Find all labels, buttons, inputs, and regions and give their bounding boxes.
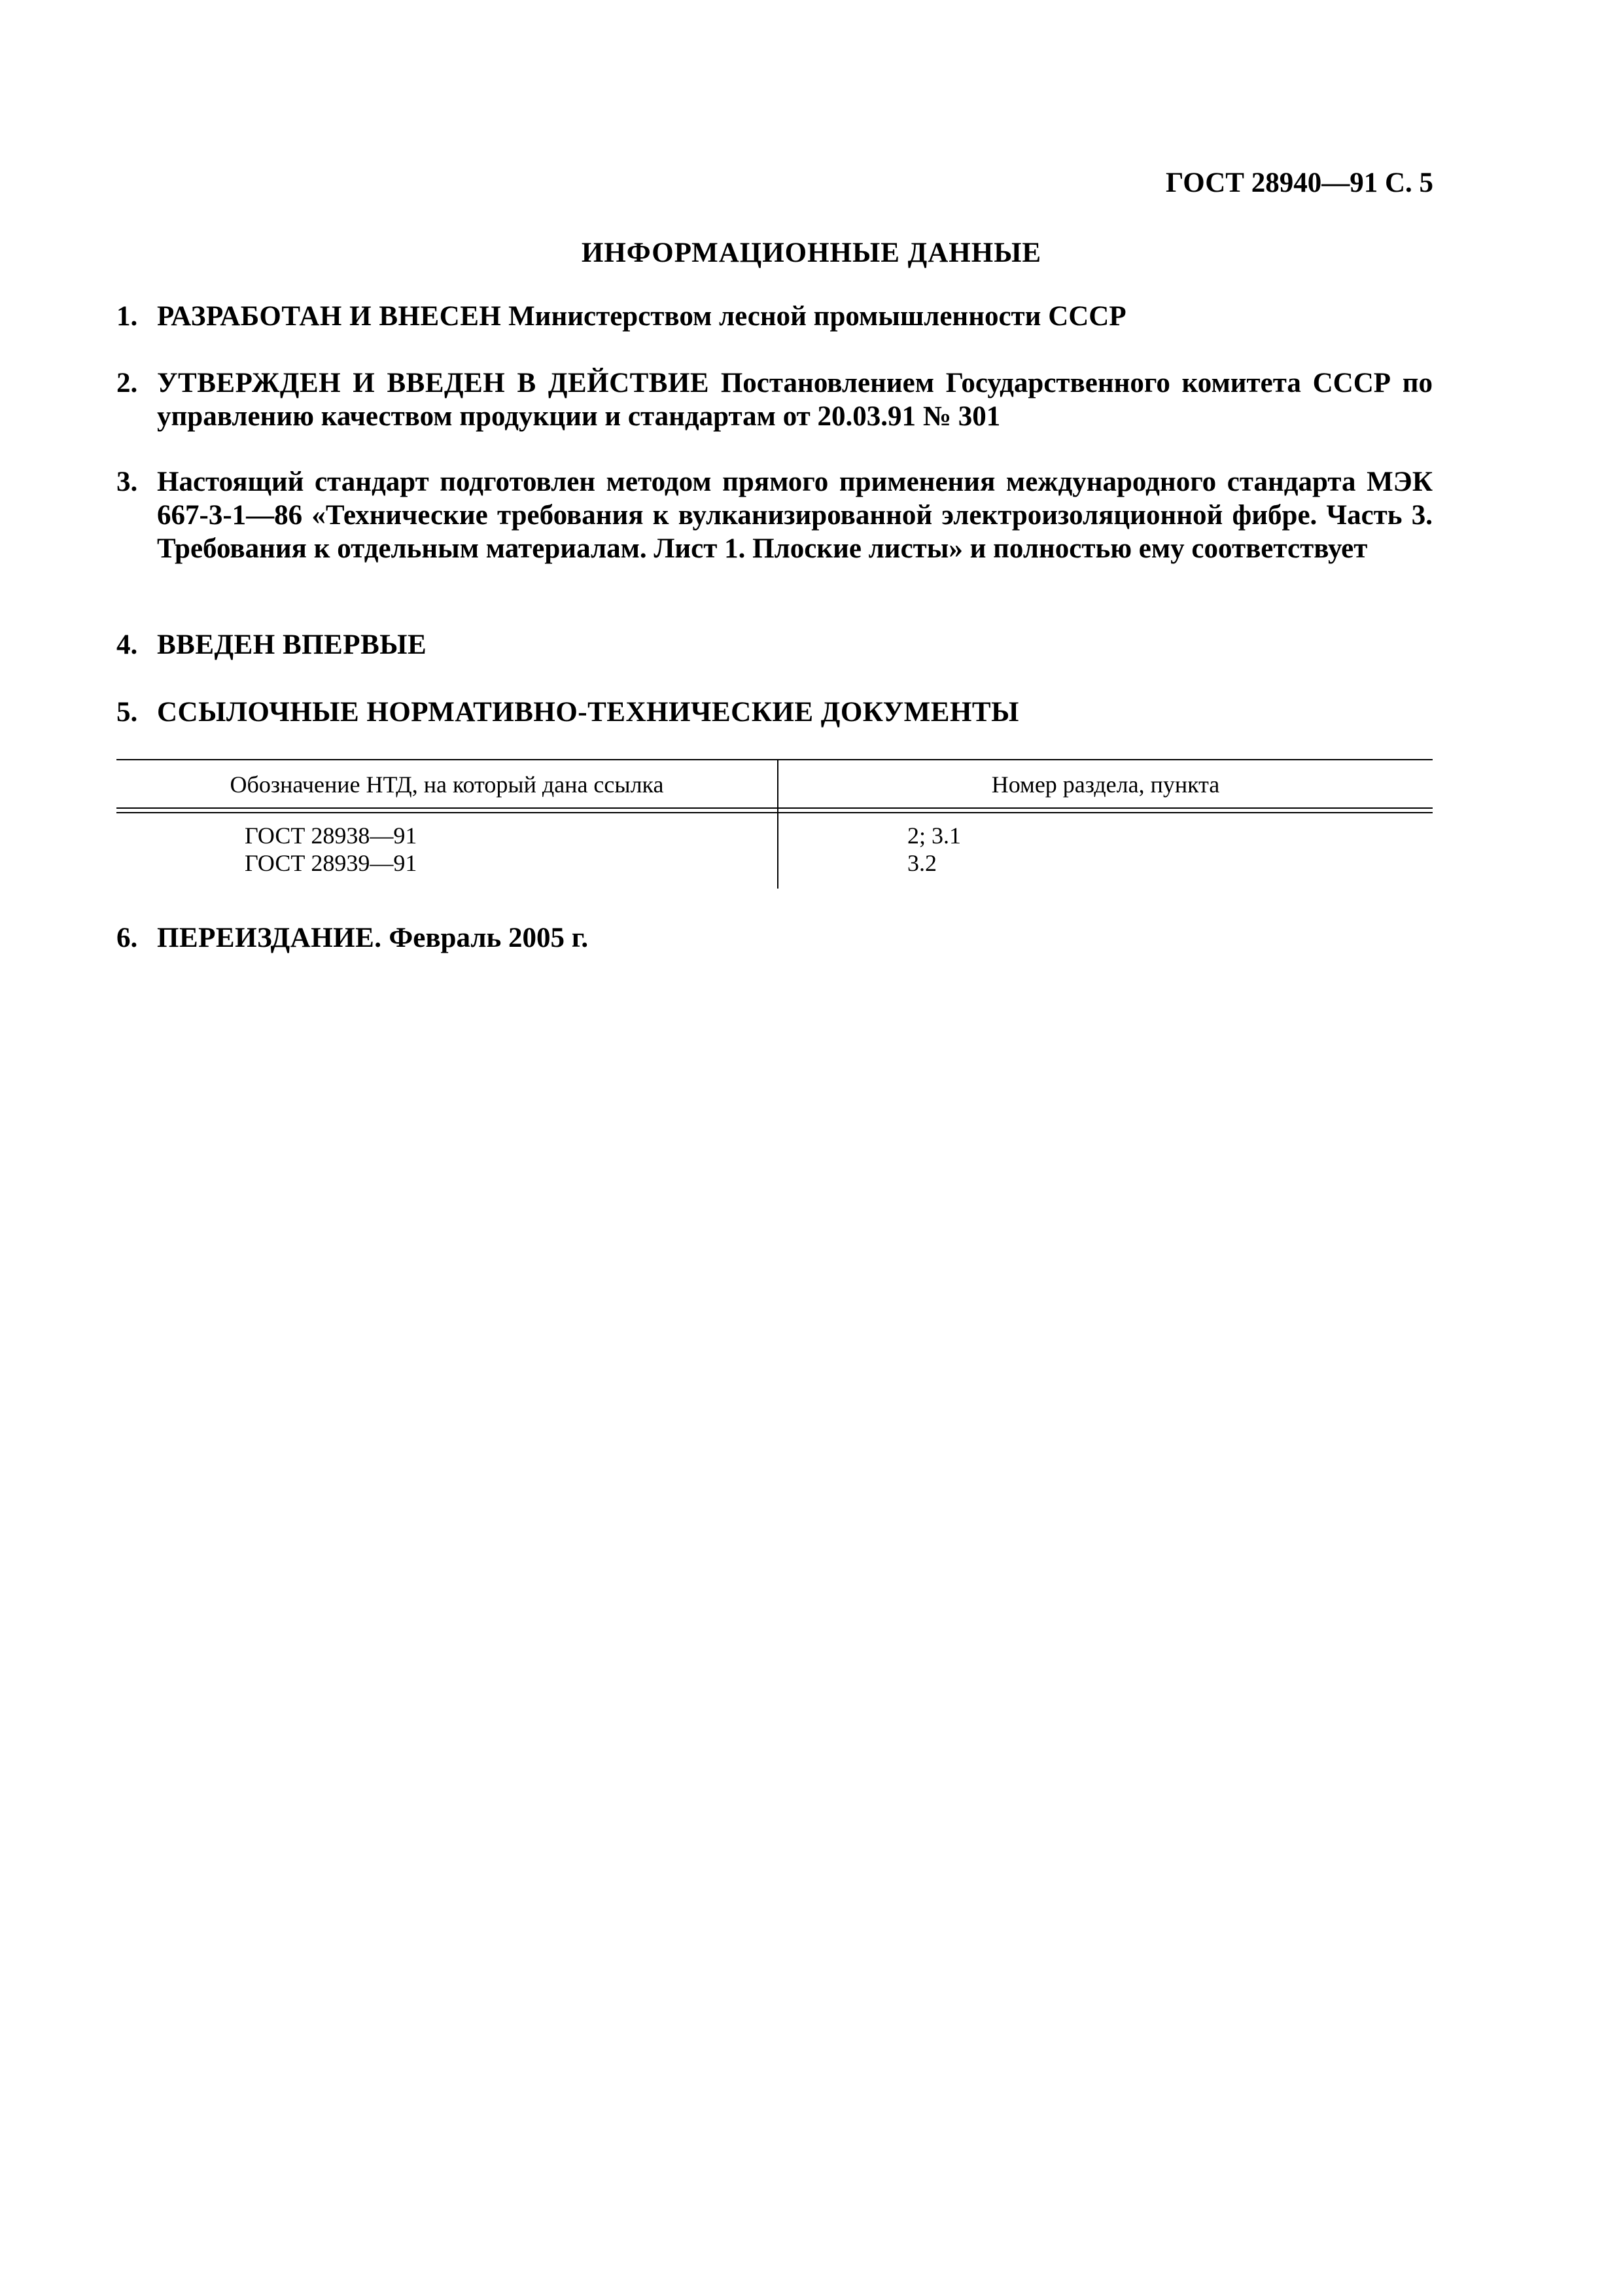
item-text: Постановлением Государственного комитета СССР по управлению качеством продукции и стандартам от 20.03.91 № 301 bbox=[157, 368, 1433, 432]
item-number: 2. bbox=[116, 368, 138, 398]
item-text: Настоящий стандарт подготовлен методом прямого применения международного стандарта МЭК 667-3-1—86 «Технические требования к вулканизированной электроизоляционной фибре. Часть 3. Требования к отдельным материалам. Лист 1. Плоские листы» и полностью ему соответствует bbox=[157, 467, 1433, 564]
info-item-5 bbox=[116, 696, 1433, 729]
item-lead: ПЕРЕИЗДАНИЕ. bbox=[157, 923, 382, 953]
table-cell-section: 2; 3.1 bbox=[907, 822, 962, 849]
item-number: 3. bbox=[116, 467, 138, 497]
table-row bbox=[116, 822, 1433, 851]
table-cell-document: ГОСТ 28938—91 bbox=[245, 822, 417, 849]
info-item-1 bbox=[116, 300, 1433, 333]
table-header-rule bbox=[116, 812, 1433, 813]
item-number: 5. bbox=[116, 697, 138, 728]
item-text: Министерством лесной промышленности СССР bbox=[508, 301, 1126, 332]
item-lead: ССЫЛОЧНЫЕ НОРМАТИВНО-ТЕХНИЧЕСКИЕ ДОКУМЕНТЫ bbox=[157, 697, 1019, 728]
table-header-rule bbox=[116, 807, 1433, 809]
item-lead: УТВЕРЖДЕН И ВВЕДЕН В ДЕЙСТВИЕ bbox=[157, 368, 710, 398]
references-table bbox=[116, 759, 1433, 889]
table-cell-document: ГОСТ 28939—91 bbox=[245, 850, 417, 876]
item-text: Февраль 2005 г. bbox=[389, 923, 589, 953]
item-number: 1. bbox=[116, 301, 138, 332]
table-header-section: Номер раздела, пункта bbox=[991, 771, 1220, 798]
item-lead: РАЗРАБОТАН И ВНЕСЕН bbox=[157, 301, 502, 332]
info-item-6 bbox=[116, 921, 1433, 955]
page-header-reference: ГОСТ 28940—91 С. 5 bbox=[1165, 168, 1433, 198]
table-top-rule bbox=[116, 759, 1433, 760]
table-cell-section: 3.2 bbox=[907, 850, 937, 876]
info-item-4 bbox=[116, 628, 1433, 662]
info-item-3 bbox=[116, 465, 1433, 565]
table-header-document: Обозначение НТД, на который дана ссылка bbox=[230, 771, 664, 798]
item-number: 6. bbox=[116, 923, 138, 953]
item-lead: ВВЕДЕН ВПЕРВЫЕ bbox=[157, 629, 427, 660]
item-number: 4. bbox=[116, 629, 138, 660]
table-row bbox=[116, 849, 1433, 878]
info-item-2 bbox=[116, 366, 1433, 433]
document-title: ИНФОРМАЦИОННЫЕ ДАННЫЕ bbox=[581, 238, 1042, 268]
